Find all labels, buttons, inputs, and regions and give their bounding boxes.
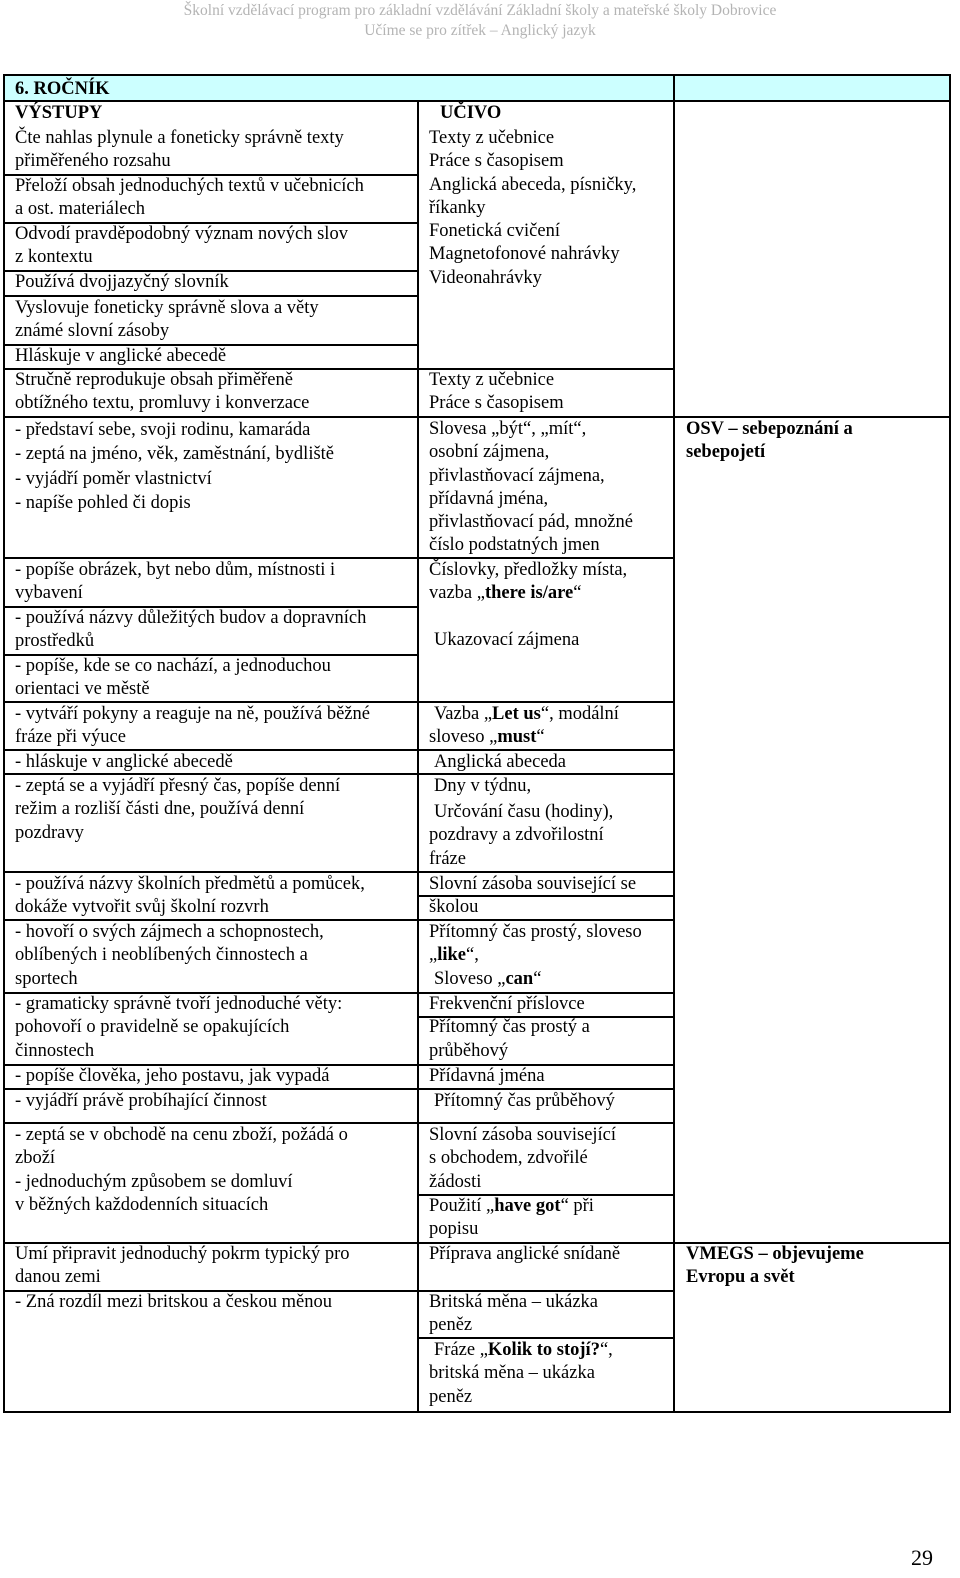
content-cell: Britská měna – ukázka peněz: [429, 1292, 599, 1336]
outcome-cell: - zeptá se v obchodě na cenu zboží, požádá o zboží - jednoduchým způsobem se domluví v běžných každodenních situacích: [15, 1125, 348, 1215]
column-header-ucivo: UČIVO: [440, 103, 502, 123]
outcome-cell: Čte nahlas plynule a foneticky správně texty přiměřeného rozsahu: [15, 128, 344, 172]
outcome-cell: Stručně reprodukuje obsah přiměřeně obtížného textu, promluvy i konverzace: [15, 370, 310, 414]
content-cell: Slovní zásoba související se školou: [429, 874, 637, 918]
content-cell: Ukazovací zájmena: [434, 630, 580, 650]
column-divider-1: [417, 101, 419, 1412]
content-cell: Slovní zásoba související s obchodem, zdvořilé žádosti: [429, 1125, 617, 1192]
content-cell: Dny v týdnu,: [434, 776, 532, 796]
outcome-cell: - zeptá se a vyjádří přesný čas, popíše denní režim a rozliší části dne, používá denní pozdravy: [15, 776, 341, 843]
content-cell: sloveso „must“: [429, 727, 545, 747]
outcome-cell: - popíše člověka, jeho postavu, jak vypadá: [15, 1066, 330, 1086]
outcome-cell: - Zná rozdíl mezi britskou a českou měnou: [15, 1292, 332, 1312]
content-cell: Přítomný čas průběhový: [434, 1091, 615, 1111]
content-cell: Přítomný čas prostý, sloveso „like“,: [429, 922, 642, 966]
outcome-cell: - popíše, kde se co nachází, a jednoduchou orientaci ve městě: [15, 656, 331, 700]
document-header-subject: Učíme se pro zítřek – Anglický jazyk: [364, 22, 596, 39]
content-cell: Přídavná jména: [429, 1066, 545, 1086]
outcome-cell: - představí sebe, svoji rodinu, kamaráda - zeptá na jméno, věk, zaměstnání, bydliště - vyjádří poměr vlastnictví - napíše pohled či dopis: [15, 420, 335, 513]
outcome-cell: Přeloží obsah jednoduchých textů v učebnicích a ost. materiálech: [15, 176, 364, 220]
column-divider-2-top: [673, 76, 675, 100]
content-cell: Frekvenční příslovce Přítomný čas prostý a průběhový: [429, 994, 590, 1061]
outcome-cell: Umí připravit jednoduchý pokrm typický pro danou zemi: [15, 1244, 350, 1288]
content-cell: Vazba „Let us“, modální: [434, 704, 619, 724]
outcome-cell: - popíše obrázek, byt nebo dům, místnosti i vybavení: [15, 560, 336, 604]
outcome-cell: - hláskuje v anglické abecedě: [15, 752, 233, 772]
content-cell: Číslovky, předložky místa, vazba „there is/are“: [429, 560, 628, 604]
content-cell: Použití „have got“ při popisu: [429, 1196, 594, 1240]
column-header-vystupy: VÝSTUPY: [15, 103, 103, 123]
page-number: 29: [911, 1545, 933, 1570]
content-cell: Texty z učebnice Práce s časopisem: [429, 370, 564, 414]
content-cell: Anglická abeceda: [434, 752, 566, 772]
grade-title: 6. ROČNÍK: [15, 79, 110, 99]
outcome-cell: - gramaticky správně tvoří jednoduché věty: pohovoří o pravidelně se opakujících činnostech: [15, 994, 343, 1061]
content-cell: Sloveso „can“: [434, 969, 542, 989]
outcome-cell: Používá dvojjazyčný slovník: [15, 272, 229, 292]
outcome-cell: Vyslovuje foneticky správně slova a věty známé slovní zásoby: [15, 298, 319, 342]
outcome-cell: - vytváří pokyny a reaguje na ně, používá běžné fráze při výuce: [15, 704, 370, 748]
content-cell: Fráze „Kolik to stojí?“, britská měna – ukázka peněz: [429, 1340, 613, 1407]
document-header-school: Školní vzdělávací program pro základní vzdělávání Základní školy a mateřské školy Dobrovice: [183, 2, 777, 19]
content-cell: Texty z učebnice Práce s časopisem Anglická abeceda, písničky, říkanky Fonetická cvičení Magnetofonové nahrávky Videonahrávky: [429, 128, 637, 288]
content-cell: Příprava anglické snídaně: [429, 1244, 621, 1264]
outcome-cell: - hovoří o svých zájmech a schopnostech, oblíbených i neoblíbených činnostech a sportech: [15, 922, 324, 989]
outcome-cell: - používá názvy důležitých budov a dopravních prostředků: [15, 608, 367, 652]
content-cell: Slovesa „být“, „mít“, osobní zájmena, přivlastňovací zájmena, přídavná jména, přivlastňovací pád, množné číslo podstatných jmen: [429, 419, 633, 556]
outcome-cell: Odvodí pravděpodobný význam nových slov z kontextu: [15, 224, 348, 268]
outcome-cell: - používá názvy školních předmětů a pomůcek, dokáže vytvořit svůj školní rozvrh: [15, 874, 365, 918]
content-cell: Určování času (hodiny), pozdravy a zdvořilostní fráze: [429, 802, 614, 869]
theme-cell-vmegs: VMEGS – objevujeme Evropu a svět: [686, 1244, 864, 1288]
outcome-cell: Hláskuje v anglické abecedě: [15, 346, 227, 366]
outcome-cell: - vyjádří právě probíhající činnost: [15, 1091, 267, 1111]
column-divider-2: [673, 76, 675, 1412]
theme-cell-osv: OSV – sebepoznání a sebepojetí: [686, 419, 853, 463]
